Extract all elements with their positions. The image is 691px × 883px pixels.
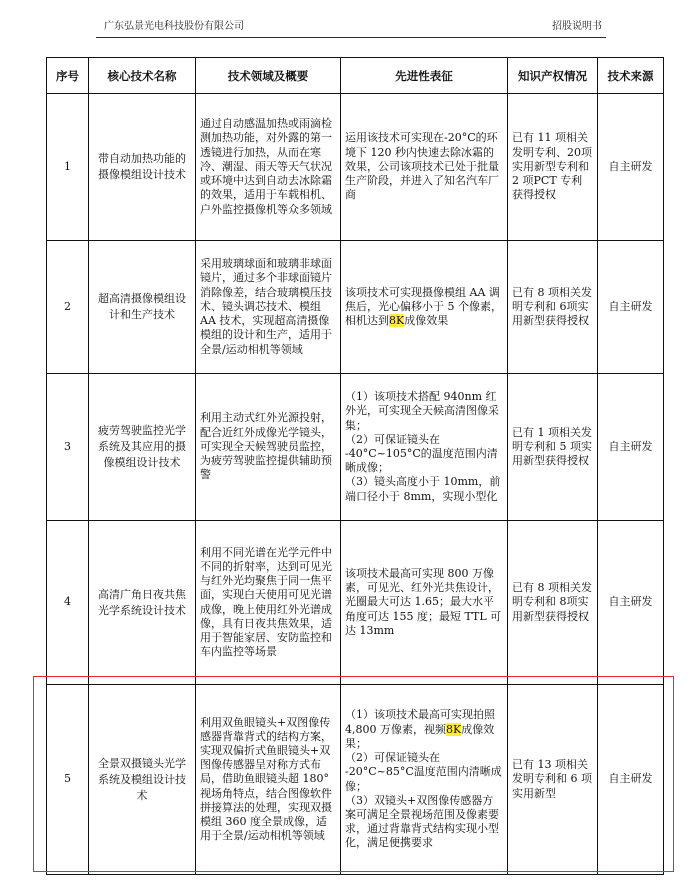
tech-name: 高清广角日夜共焦光学系统设计技术 <box>89 521 196 685</box>
row-number: 4 <box>47 521 89 685</box>
tech-field-summary: 通过自动感温加热或雨滴检测加热功能，对外露的第一透镜进行加热，从而在寒冷、潮湿、雨天等天气状况或环境中达到自动去冰除霜的效果，适用于车载相机、户外监控摄像机等众多领域 <box>196 94 341 241</box>
table-header-row <box>47 58 664 94</box>
row-number: 5 <box>47 685 89 875</box>
advancement-extra: （2）可保证镜头在 -40°C~105°C的温度范围内清晰成像； （3）镜头高度小于 10mm，前端口径小于 8mm，实现小型化 <box>345 432 501 503</box>
col-header-field: 技术领域及概要 <box>196 58 341 94</box>
advancement-description <box>341 521 508 685</box>
col-header-source: 技术来源 <box>598 58 664 94</box>
col-header-ip: 知识产权情况 <box>508 58 598 94</box>
tech-source: 自主研发 <box>598 521 664 685</box>
table-row <box>47 685 664 875</box>
ip-status: 已有 1 项相关发明专利和 5 项实用新型获得授权 <box>508 374 598 521</box>
table-row <box>47 94 664 241</box>
ip-status: 已有 13 项相关发明专利和 6 项实用新型 <box>508 685 598 875</box>
page-header <box>96 19 606 38</box>
row-number: 3 <box>47 374 89 521</box>
advancement-text-cont: 成像效果； <box>345 722 495 750</box>
tech-field-summary: 采用玻璃球面和玻璃非球面镜片，通过多个非球面镜片消除像差，结合玻璃模压技术、镜头调芯技术、模组 AA 技术，实现超高清摄像模组的设计和生产，适用于全景/运动相机等领域 <box>196 241 341 374</box>
advancement-description <box>341 685 508 875</box>
document-title: 招股说明书 <box>552 21 602 32</box>
row-number: 2 <box>47 241 89 374</box>
advancement-text: 该项技术可实现摄像模组 AA 调焦后，光心偏移小于 5 个像素，相机达到 <box>345 285 502 328</box>
ip-status: 已有 8 项相关发明专利和 6项实用新型获得授权 <box>508 241 598 374</box>
tech-field-summary: 利用主动式红外光源投射，配合近红外成像光学镜头，可实现全天候驾驶员监控，为疲劳驾驶监控提供辅助预警 <box>196 374 341 521</box>
col-header-no: 序号 <box>47 58 89 94</box>
advancement-text: 运用该技术可实现在-20°C的环境下 120 秒内快速去除冰霜的效果，公司该项技术已处于批量生产阶段，并进入了知名汽车厂商 <box>345 131 499 202</box>
tech-source: 自主研发 <box>598 685 664 875</box>
table-row <box>47 374 664 521</box>
tech-source: 自主研发 <box>598 241 664 374</box>
ip-status: 已有 8 项相关发明专利和 8项实用新型获得授权 <box>508 521 598 685</box>
tech-name: 疲劳驾驶监控光学系统及其应用的摄像模组设计技术 <box>89 374 196 521</box>
highlighted-text: 8K <box>389 314 405 328</box>
core-technology-table <box>46 57 664 875</box>
highlighted-text: 8K <box>446 722 462 736</box>
advancement-text: 该项技术最高可实现 800 万像素，可见光、红外光共焦设计，光圈最大可达 1.65；最大水平角度可达 155 度；最短 TTL 可达 13mm <box>345 566 502 637</box>
tech-name: 带自动加热功能的摄像模组设计技术 <box>89 94 196 241</box>
advancement-description <box>341 374 508 521</box>
tech-name: 超高清摄像模组设计和生产技术 <box>89 241 196 374</box>
company-name: 广东弘景光电科技股份有限公司 <box>104 21 244 32</box>
advancement-text: （1）该项技术搭配 940nm 红外光，可实现全天候高清图像采集； <box>345 390 499 432</box>
col-header-name: 核心技术名称 <box>89 58 196 94</box>
tech-name: 全景双摄镜头光学系统及模组设计技术 <box>89 685 196 875</box>
advancement-text: （1）该项技术最高可实现拍照 4,800 万像素，视频 <box>345 708 495 736</box>
advancement-description <box>341 94 508 241</box>
row-number: 1 <box>47 94 89 241</box>
tech-field-summary: 利用双鱼眼镜头+双图像传感器背靠背式的结构方案，实现双偏折式鱼眼镜头+双图像传感器呈对称方式布局，借助鱼眼镜头超 180°视场角特点，结合图像软件拼接算法的处理，实现双摄模组 360 度全景成像，适用于全景/运动相机等领域 <box>196 685 341 875</box>
advancement-description <box>341 241 508 374</box>
table-row <box>47 521 664 685</box>
tech-field-summary: 利用不同光谱在光学元件中不同的折射率，达到可见光与红外光均聚焦于同一焦平面，实现白天使用可见光谱成像，晚上使用红外光谱成像，具有日夜共焦效果，适用于智能家居、安防监控和车内监控等场景 <box>196 521 341 685</box>
tech-source: 自主研发 <box>598 374 664 521</box>
ip-status: 已有 11 项相关发明专利、20项实用新型专利和 2 项PCT 专利获得授权 <box>508 94 598 241</box>
advancement-text-cont: 成像效果 <box>404 314 449 328</box>
col-header-advanced: 先进性表征 <box>341 58 508 94</box>
advancement-extra: （2）可保证镜头在 -20°C~85°C温度范围内清晰成像； （3）双镜头+双图像传感器方案可满足全景视场范围及像素要求，通过背靠背式结构实现小型化，满足便携要求 <box>345 751 502 850</box>
table-row <box>47 241 664 374</box>
tech-source: 自主研发 <box>598 94 664 241</box>
